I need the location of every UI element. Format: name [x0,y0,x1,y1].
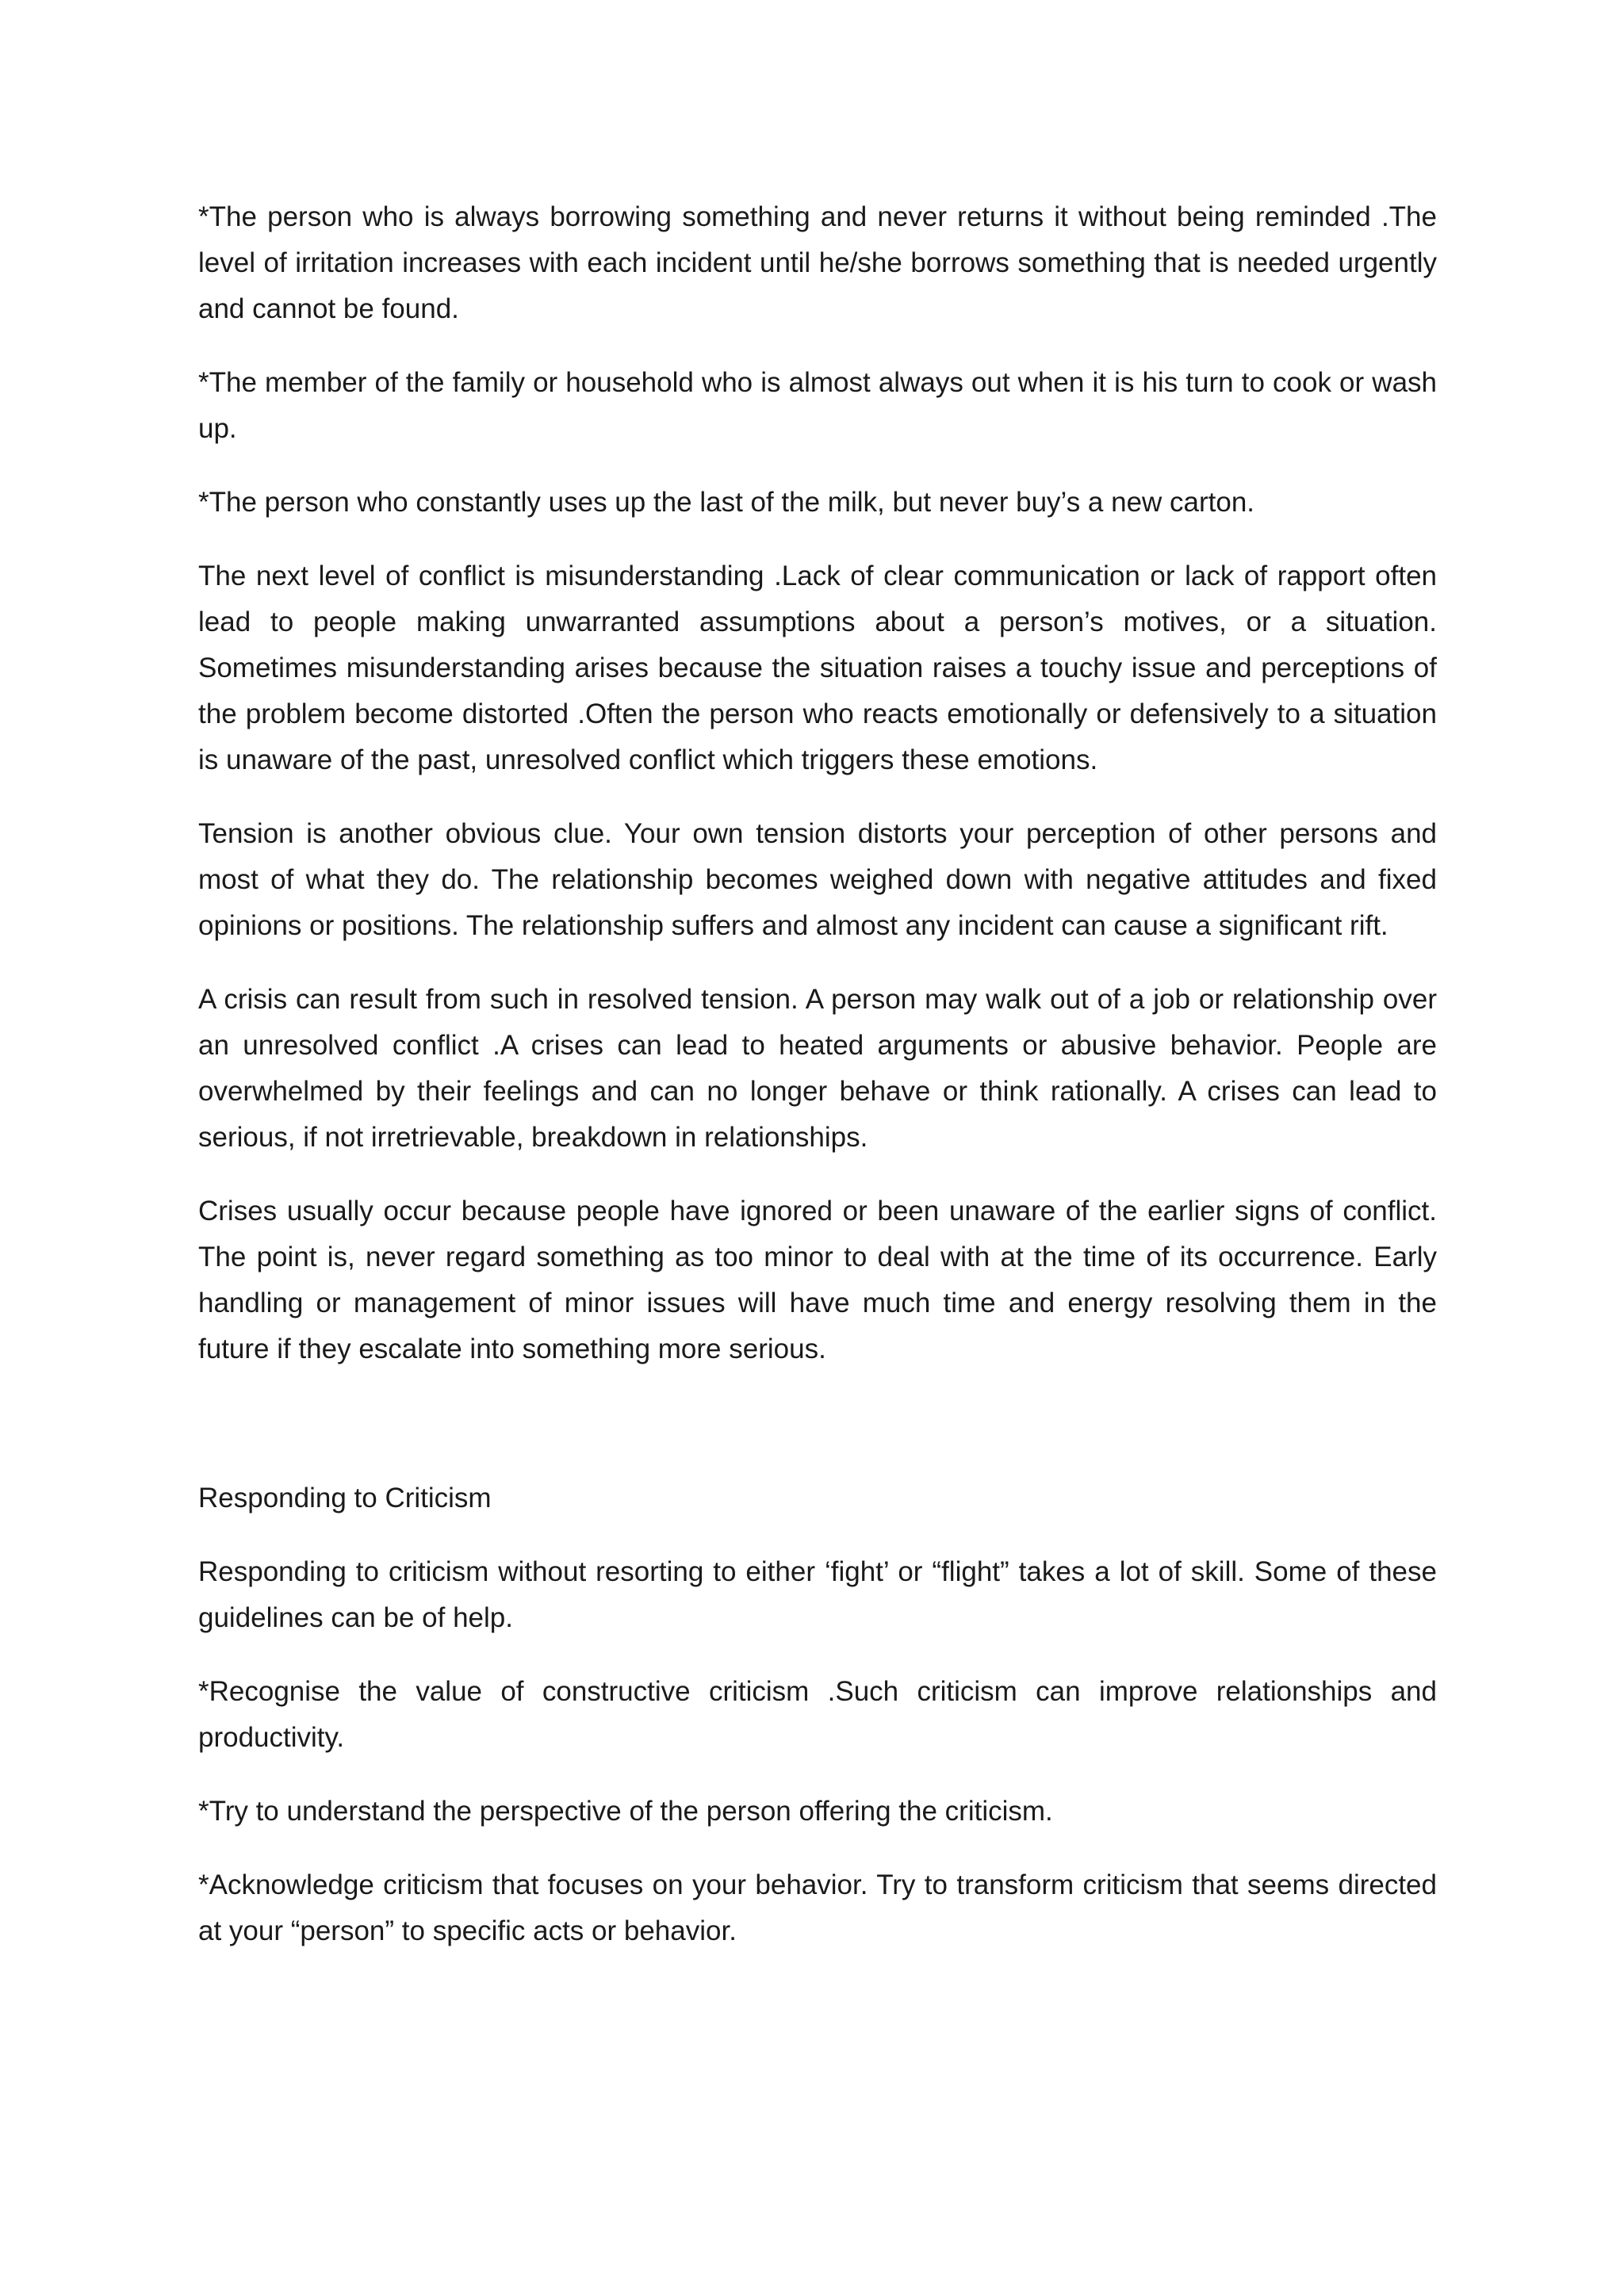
paragraph-crisis: A crisis can result from such in resolved tension. A person may walk out of a job or relationship over an unresolved conflict .A crises can lead to heated arguments or abusive behavior. People are overwhelmed by their feelings and can no longer behave or think rationally. A crises can lead to serious, if not irretrievable, breakdown in relationships. [198,984,1437,1153]
paragraph-crises-occur: Crises usually occur because people have ignored or been unaware of the earlier signs of conflict. The point is, never regard something as too minor to deal with at the time of its occurrence. Early handling or management of minor issues will have much time and energy resolving them in the future if they escalate into something more serious. [198,1196,1437,1364]
paragraph-responding: Responding to criticism without resorting to either ‘fight’ or “flight” takes a lot of skill. Some of these guidelines can be of help. [198,1556,1437,1633]
paragraph-misunderstanding: The next level of conflict is misunderstanding .Lack of clear communication or lack of rapport often lead to people making unwarranted assumptions about a person’s motives, or a situation. Sometimes misunderstanding arises because the situation raises a touchy issue and perceptions of the problem become distorted .Often the person who reacts emotionally or defensively to a situation is unaware of the past, unresolved conflict which triggers these emotions. [198,561,1437,775]
paragraph-milk: *The person who constantly uses up the last of the milk, but never buy’s a new carton. [198,487,1255,518]
document-page [198,194,1437,1982]
paragraph-acknowledge: *Acknowledge criticism that focuses on your behavior. Try to transform criticism that seems directed at your “person” to specific acts or behavior. [198,1869,1437,1946]
paragraph-household-member: *The member of the family or household who is almost always out when it is his turn to cook or wash up. [198,367,1437,444]
section-heading: Responding to Criticism [198,1483,492,1513]
paragraph-borrowing: *The person who is always borrowing something and never returns it without being reminded .The level of irritation increases with each incident until he/she borrows something that is needed urgently and cannot be found. [198,201,1437,324]
paragraph-tension: Tension is another obvious clue. Your own tension distorts your perception of other persons and most of what they do. The relationship becomes weighed down with negative attitudes and fixed opinions or positions. The relationship suffers and almost any incident can cause a significant rift. [198,818,1437,941]
paragraph-perspective: *Try to understand the perspective of the person offering the criticism. [198,1796,1053,1827]
paragraph-recognise: *Recognise the value of constructive criticism .Such criticism can improve relationships and productivity. [198,1676,1437,1753]
section-spacer [198,1400,1437,1475]
